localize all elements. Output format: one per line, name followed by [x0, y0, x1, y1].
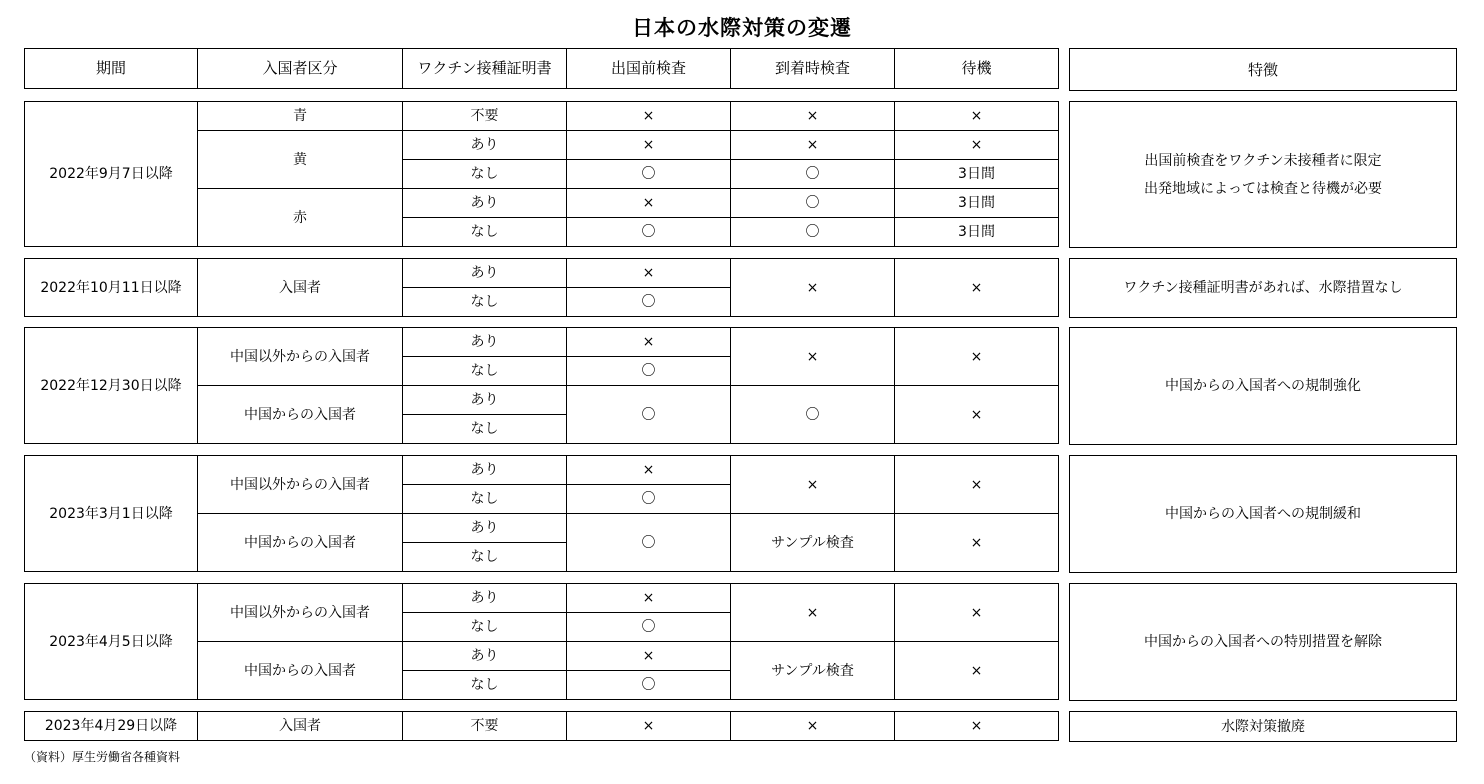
wait-cell: 3日間 — [895, 218, 1059, 247]
category-cell: 中国以外からの入国者 — [198, 328, 403, 386]
feature-box — [1069, 583, 1457, 701]
pre-test-cell: 〇 — [567, 671, 731, 700]
section-table — [24, 327, 1059, 444]
vaccine-cell: なし — [403, 415, 567, 444]
pre-test-cell: × — [567, 259, 731, 288]
vaccine-cell: なし — [403, 671, 567, 700]
vaccine-cell: あり — [403, 584, 567, 613]
header-feature-label: 特徴 — [1247, 60, 1278, 79]
page-title: 日本の水際対策の変遷 — [632, 16, 852, 40]
period-cell: 2022年12月30日以降 — [25, 328, 198, 444]
wait-cell: 3日間 — [895, 160, 1059, 189]
feature-box — [1069, 455, 1457, 573]
vaccine-cell: なし — [403, 357, 567, 386]
wait-cell: × — [895, 456, 1059, 514]
category-cell: 黄 — [198, 131, 403, 189]
pre-test-cell: 〇 — [567, 514, 731, 572]
category-cell: 中国からの入国者 — [198, 514, 403, 572]
header-wait: 待機 — [895, 49, 1059, 89]
feature-line: 水際対策撤廃 — [1221, 718, 1305, 735]
wait-cell: × — [895, 102, 1059, 131]
period-cell: 2022年10月11日以降 — [25, 259, 198, 317]
feature-line: 出国前検査をワクチン未接種者に限定 — [1144, 152, 1382, 169]
vaccine-cell: あり — [403, 456, 567, 485]
pre-test-cell: × — [567, 456, 731, 485]
pre-test-cell: 〇 — [567, 218, 731, 247]
category-cell: 入国者 — [198, 712, 403, 741]
pre-test-cell: 〇 — [567, 485, 731, 514]
category-cell: 中国以外からの入国者 — [198, 456, 403, 514]
category-cell: 青 — [198, 102, 403, 131]
category-cell: 中国からの入国者 — [198, 642, 403, 700]
wait-cell: × — [895, 584, 1059, 642]
vaccine-cell: あり — [403, 189, 567, 218]
wait-cell: × — [895, 712, 1059, 741]
arrival-test-cell: 〇 — [731, 189, 895, 218]
period-cell: 2022年9月7日以降 — [25, 102, 198, 247]
vaccine-cell: 不要 — [403, 102, 567, 131]
wait-cell: × — [895, 131, 1059, 160]
feature-line: ワクチン接種証明書があれば、水際措置なし — [1123, 280, 1403, 296]
header-period: 期間 — [25, 49, 198, 89]
pre-test-cell: × — [567, 328, 731, 357]
wait-cell: 3日間 — [895, 189, 1059, 218]
pre-test-cell: × — [567, 189, 731, 218]
arrival-test-cell: × — [731, 259, 895, 317]
pre-test-cell: 〇 — [567, 357, 731, 386]
header-arrival-test: 到着時検査 — [731, 49, 895, 89]
source-note: （資料）厚生労働省各種資料 — [24, 750, 181, 764]
arrival-test-cell: サンプル検査 — [731, 514, 895, 572]
feature-box — [1069, 258, 1457, 318]
arrival-test-cell: × — [731, 584, 895, 642]
section-table — [24, 711, 1059, 741]
vaccine-cell: あり — [403, 131, 567, 160]
vaccine-cell: なし — [403, 288, 567, 317]
arrival-test-cell: × — [731, 328, 895, 386]
feature-line: 出発地域によっては検査と待機が必要 — [1144, 180, 1382, 197]
arrival-test-cell: サンプル検査 — [731, 642, 895, 700]
pre-test-cell: × — [567, 712, 731, 741]
section-table — [24, 583, 1059, 700]
arrival-test-cell: × — [731, 456, 895, 514]
header-table — [24, 48, 1059, 89]
feature-line: 中国からの入国者への規制緩和 — [1165, 506, 1361, 522]
feature-box — [1069, 327, 1457, 445]
pre-test-cell: 〇 — [567, 160, 731, 189]
vaccine-cell: あり — [403, 386, 567, 415]
section-table — [24, 455, 1059, 572]
wait-cell: × — [895, 259, 1059, 317]
pre-test-cell: × — [567, 131, 731, 160]
vaccine-cell: あり — [403, 259, 567, 288]
arrival-test-cell: 〇 — [731, 218, 895, 247]
pre-test-cell: × — [567, 642, 731, 671]
arrival-test-cell: × — [731, 102, 895, 131]
pre-test-cell: × — [567, 102, 731, 131]
header-category: 入国者区分 — [198, 49, 403, 89]
wait-cell: × — [895, 514, 1059, 572]
vaccine-cell: 不要 — [403, 712, 567, 741]
arrival-test-cell: 〇 — [731, 160, 895, 189]
section-table — [24, 258, 1059, 317]
vaccine-cell: なし — [403, 218, 567, 247]
feature-line: 中国からの入国者への規制強化 — [1165, 378, 1361, 394]
period-cell: 2023年4月5日以降 — [25, 584, 198, 700]
vaccine-cell: あり — [403, 328, 567, 357]
pre-test-cell: 〇 — [567, 386, 731, 444]
vaccine-cell: なし — [403, 485, 567, 514]
vaccine-cell: なし — [403, 543, 567, 572]
wait-cell: × — [895, 328, 1059, 386]
pre-test-cell: × — [567, 584, 731, 613]
feature-line: 中国からの入国者への特別措置を解除 — [1144, 634, 1382, 650]
category-cell: 入国者 — [198, 259, 403, 317]
vaccine-cell: なし — [403, 160, 567, 189]
vaccine-cell: あり — [403, 642, 567, 671]
arrival-test-cell: 〇 — [731, 386, 895, 444]
section-table — [24, 101, 1059, 247]
pre-test-cell: 〇 — [567, 613, 731, 642]
vaccine-cell: なし — [403, 613, 567, 642]
header-pre-test: 出国前検査 — [567, 49, 731, 89]
period-cell: 2023年3月1日以降 — [25, 456, 198, 572]
arrival-test-cell: × — [731, 131, 895, 160]
arrival-test-cell: × — [731, 712, 895, 741]
pre-test-cell: 〇 — [567, 288, 731, 317]
wait-cell: × — [895, 386, 1059, 444]
feature-box — [1069, 101, 1457, 248]
category-cell: 中国からの入国者 — [198, 386, 403, 444]
vaccine-cell: あり — [403, 514, 567, 543]
header-vaccine: ワクチン接種証明書 — [403, 49, 567, 89]
category-cell: 中国以外からの入国者 — [198, 584, 403, 642]
category-cell: 赤 — [198, 189, 403, 247]
period-cell: 2023年4月29日以降 — [25, 712, 198, 741]
feature-box — [1069, 711, 1457, 742]
header-feature — [1069, 48, 1457, 91]
wait-cell: × — [895, 642, 1059, 700]
